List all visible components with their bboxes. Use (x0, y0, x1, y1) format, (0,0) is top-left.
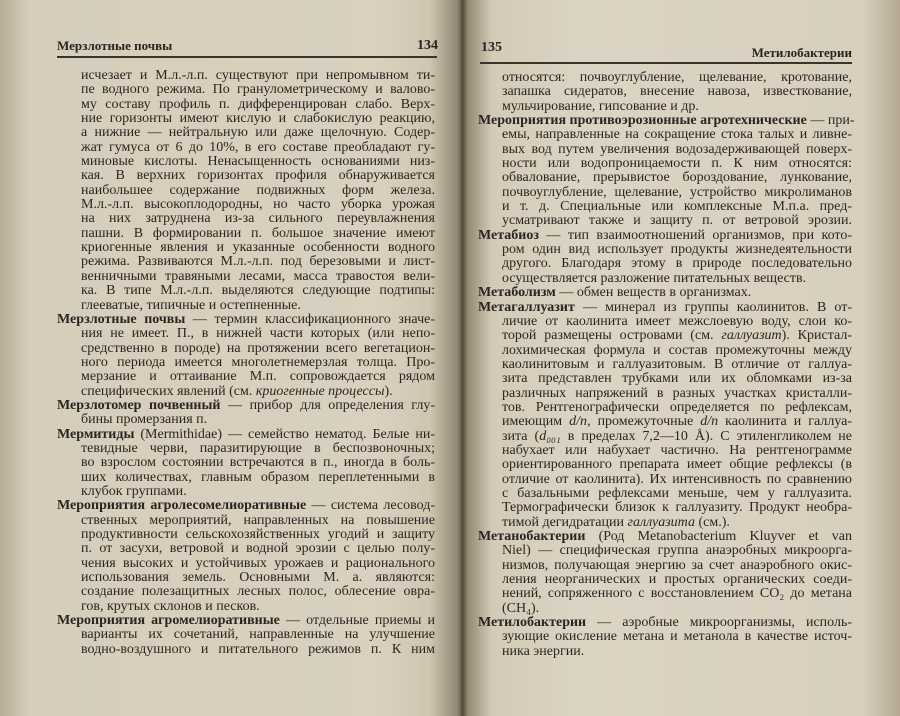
text-span: режима. Развиваются М.л.-л.п. под березовыми и лист- (81, 254, 435, 270)
text-line (502, 544, 852, 558)
entry-term: Метилобактерии (478, 615, 587, 631)
text-line (502, 573, 852, 587)
text-span: лохимическая формула и состав промежуточны между (502, 342, 852, 358)
text-line (81, 600, 435, 614)
text-line (502, 559, 852, 573)
entry-term: Метаболизм (478, 285, 556, 301)
text-line (502, 458, 852, 472)
text-line (502, 401, 852, 415)
text-span: ника энергии. (502, 643, 585, 659)
text-span: — система лесовод- (306, 498, 436, 514)
text-line (81, 370, 435, 384)
text-span: тимой дегидратации (502, 514, 628, 530)
entry-first-line (478, 530, 852, 544)
text-span: тов. Рентгенографически определяется по рефлексам, (502, 399, 852, 415)
text-line (81, 456, 435, 470)
text-span: жат гумуса от 6 до 10%, в его составе преобладают гу- (81, 139, 435, 155)
text-span: мульчирование, гипсование и др. (502, 98, 699, 114)
text-line (81, 514, 435, 528)
text-line (502, 602, 852, 616)
text-line (502, 630, 852, 644)
page-number: 134 (417, 38, 438, 53)
text-line (81, 442, 435, 456)
text-line (502, 430, 852, 444)
text-line (81, 184, 435, 198)
entry-term: Мероприятия противоэрозионные агротехнические (478, 113, 807, 129)
text-span: осуществляется разложение питательных веществ. (502, 270, 807, 286)
text-span: (Mermithidae) — семейство нематод. Белые ни- (134, 426, 435, 442)
text-span: миновые кислоты. Ненасыщенность основаниями низ- (81, 154, 435, 170)
text-span: зита ( (502, 428, 540, 444)
text-line (502, 315, 852, 329)
entry-first-line (57, 614, 435, 628)
text-span: пе водного режима. По гранулометрическому и валово- (81, 82, 435, 98)
running-head: Метилобактерии (751, 45, 852, 60)
text-line (502, 587, 852, 601)
text-line (502, 415, 852, 429)
text-line (502, 71, 852, 85)
text-span: нений, сопряженного с восстановлением CO₂ до метана (502, 586, 852, 602)
entry-term: Мероприятия агролесомелиоративные (57, 498, 307, 514)
entry-first-line (57, 313, 435, 327)
entry-term: Метагаллуазит (478, 299, 575, 315)
text-span: — тип взаимоотношений организмов, при кото- (538, 227, 852, 243)
entry-term: Мерзлотные почвы (57, 311, 186, 327)
text-span: запашка сидератов, внесение навоза, известкование, (502, 84, 852, 100)
entry-first-line (57, 428, 435, 442)
italic-reference: криогенные процессы (255, 383, 385, 399)
text-line (502, 171, 852, 185)
text-span: глееватые, типичные и остепненные. (81, 297, 301, 313)
text-span: каолинита и галлуа- (718, 414, 853, 430)
text-span: средственно в породе) на протяжении всего вегетацион- (81, 340, 435, 356)
text-line (81, 643, 435, 657)
page-number: 135 (481, 40, 502, 55)
text-line (502, 100, 852, 114)
text-span: (Род Metanobacterium Kluyver et van (585, 529, 852, 544)
text-line (81, 557, 435, 571)
text-span: — прибор для определения глу- (220, 397, 435, 413)
text-line (81, 83, 435, 97)
text-line (502, 200, 852, 214)
text-span: ного периода имеется многолетнемерзлая толща. Про- (81, 354, 435, 370)
italic-reference: d/n (569, 414, 588, 430)
text-span: мерзание и оттаивание М.п. сопровождается рядом (81, 369, 435, 385)
running-head: Мерзлотные почвы (57, 38, 173, 53)
header-rule (480, 62, 852, 64)
text-line (81, 98, 435, 112)
text-line (81, 413, 435, 427)
text-span: наибольшее содержание подвижных форм железа. (81, 182, 435, 198)
right-page (462, 0, 900, 716)
text-line (81, 385, 435, 399)
text-line (81, 485, 435, 499)
text-line (81, 471, 435, 485)
text-span: продуктивности сельскохозяйственных угодий и защиту (81, 527, 435, 542)
text-span: , промежуточные (587, 414, 701, 430)
text-span: гов, крутых склонов и песков. (81, 598, 260, 614)
text-span: а нижние — нейтральную или даже щелочную. Содер- (81, 125, 435, 141)
text-line (502, 487, 852, 501)
text-line (502, 186, 852, 200)
text-line (81, 227, 435, 241)
text-span: (CH₄). (502, 600, 540, 616)
text-line (502, 358, 852, 372)
text-line (81, 126, 435, 140)
text-line (81, 255, 435, 269)
text-span: зующие окисление метана и метанола в качестве источ- (502, 629, 852, 645)
text-line (81, 284, 435, 298)
entry-term: Мероприятия агромелиоративные (57, 613, 280, 629)
text-span: — минерал из группы каолинитов. В от- (574, 299, 852, 315)
text-span: ). (384, 383, 393, 399)
text-span: торой размещены островами (см. (502, 328, 722, 344)
text-line (502, 257, 852, 271)
text-line (81, 342, 435, 356)
text-span: ром один вид использует продукты жизнедеятельности (502, 242, 852, 258)
text-span: тевидные черви, паразитирующие в беспозвоночных; (81, 440, 435, 456)
text-line (502, 387, 852, 401)
italic-reference: галлуазита (627, 514, 695, 530)
italic-reference: d/n (700, 414, 719, 430)
text-span: создание полезащитных лесных полос, облесение овра- (81, 584, 435, 600)
text-span: емы, направленные на сокращение стока талых и ливне- (502, 127, 852, 143)
text-span: личие от каолинита имеет межслоевую воду, слои ко- (502, 313, 852, 329)
text-span: другого. Благодаря этому в природе последовательно (502, 256, 852, 272)
text-span: набухает или набухает частично. На рентгенограмме (502, 442, 852, 458)
entry-term: Метанобактерии (478, 529, 586, 544)
text-span: му составу профиль п. дифференцирован слабо. Верх- (81, 96, 435, 112)
header-rule (57, 56, 437, 58)
entry-term: Мермитиды (57, 426, 135, 442)
text-span: ориентированного препарата имеет общие рефлексы (в (502, 457, 852, 473)
text-span: венничными травяными лесами, масса травостоя вели- (81, 268, 435, 284)
text-span: М.л.-л.п. высокоплодородны, но часто уборка урожая (81, 197, 435, 213)
text-span: низмов, получающая энергию за счет анаэробного окис- (502, 557, 852, 573)
text-span: п. от засухи, ветровой и водной эрозии с целью полу- (81, 541, 435, 557)
text-span: специфических явлений (см. (81, 383, 256, 399)
text-line (502, 85, 852, 99)
text-span: почвоуглубление, щелевание, устройство микролиманов (502, 184, 852, 200)
text-span: пашни. В формировании п. большое значение имеют (81, 225, 435, 241)
italic-reference: d₀₀₁ (539, 428, 561, 444)
text-line (502, 329, 852, 343)
text-span: ления неорганических и простых органических соеди- (502, 572, 852, 588)
text-line (502, 243, 852, 257)
text-span: клубок группами. (81, 483, 187, 499)
text-span: — обмен веществ в организмах. (555, 285, 752, 301)
text-line (502, 516, 852, 530)
text-span: отличие от каолинита). Их интенсивность по сравнению (502, 471, 852, 487)
text-line (502, 501, 852, 515)
entry-term: Метабиоз (478, 227, 539, 243)
text-span: в пределах 7,2—10 Å). С этиленгликолем не (560, 428, 853, 444)
text-line (81, 112, 435, 126)
text-line (502, 645, 852, 659)
entry-first-line (478, 229, 852, 243)
text-span: Термографически близок к галлуазиту. Продукт необра- (502, 500, 852, 516)
text-span: вых вод путем увеличения водозадерживающей поверх- (502, 141, 852, 157)
text-line (81, 141, 435, 155)
text-span: бины промерзания п. (81, 412, 208, 428)
text-line (81, 241, 435, 255)
text-span: и т. д. Специальные или комплексные М.п.а. пред- (502, 199, 852, 215)
entry-first-line (57, 499, 435, 513)
page-text (57, 69, 435, 657)
text-line (81, 270, 435, 284)
text-line (81, 155, 435, 169)
text-line (81, 169, 435, 183)
text-line (81, 198, 435, 212)
text-span: ственных мероприятий, направленных на повышение (81, 512, 435, 528)
text-line (81, 212, 435, 226)
text-line (502, 444, 852, 458)
entry-first-line (478, 301, 852, 315)
text-span: с базальными рефлексами меньше, чем у галлуазита. (502, 485, 852, 501)
text-span: различных напряжений в разных участках кристалли- (502, 385, 852, 401)
text-span: водно-воздушного и питательного режимов п. К ним (81, 641, 435, 657)
text-line (81, 628, 435, 642)
text-span: зита представлен трубками или их обломками из-за (502, 371, 852, 387)
text-span: ния не имеет. П., в нижней части которых (или непо- (81, 326, 435, 342)
text-line (502, 272, 852, 286)
text-span: ших количествах, главным образом переплетенными в (81, 469, 435, 485)
text-span: использования земель. Основными М. а. являются: (81, 570, 435, 586)
text-line (81, 585, 435, 599)
text-span: (см.). (694, 514, 730, 530)
text-span: кая. В верхних горизонтах профиля обнаруживается (81, 168, 435, 184)
text-span: каолинитовым и галлуазитовым. В отличие от галлуа- (502, 356, 852, 372)
text-span: — аэробные микроорганизмы, исполь- (586, 615, 852, 631)
text-span: — отдельные приемы и (279, 613, 435, 629)
text-line (502, 128, 852, 142)
text-span: ). Кристал- (781, 328, 852, 344)
entry-first-line (478, 616, 852, 630)
text-span: ка. В типе М.л.-л.п. выделяются следующие подтипы: (81, 283, 435, 299)
page-text (478, 70, 855, 659)
text-span: ние горизонты имеют кислую и слабокислую реакцию, (81, 111, 435, 127)
text-span: относятся: почвоуглубление, щелевание, кротование, (502, 70, 852, 85)
text-span: на них затруднена из-за сильного переувлажнения (81, 211, 435, 227)
text-line (81, 327, 435, 341)
italic-reference: галлуазит (721, 328, 782, 344)
text-span: имеющим (502, 414, 570, 430)
text-line (81, 356, 435, 370)
text-line (502, 157, 852, 171)
text-span: Niel) — специфическая группа анаэробных микроорга- (502, 543, 852, 559)
entry-term: Мерзлотомер почвенный (57, 397, 221, 413)
text-span: — термин классификационного значе- (185, 311, 435, 327)
text-span: криогенные явления и указанные особенности водного (81, 240, 435, 256)
text-span: — при- (806, 113, 855, 129)
text-line (81, 69, 435, 83)
text-line (502, 372, 852, 386)
entry-first-line (478, 113, 855, 129)
text-span: усматривают также и защиту п. от ветровой эрозии. (502, 213, 852, 229)
text-line (81, 542, 435, 556)
entry-first-line (57, 399, 435, 413)
text-span: во взрослом состоянии встречаются в п., иногда в боль- (81, 455, 435, 471)
entry-first-line (478, 286, 852, 300)
text-line (81, 299, 435, 313)
text-line (502, 344, 852, 358)
text-span: исчезает и М.л.-л.п. существуют при непромывном ти- (81, 68, 435, 83)
text-span: обвалование, прерывистое бороздование, лункование, (502, 170, 852, 186)
text-line (502, 473, 852, 487)
text-line (502, 214, 852, 228)
text-line (502, 143, 852, 157)
text-span: ности или водопроницаемости п. К ним относятся: (502, 156, 852, 172)
text-span: чения высоких и устойчивых урожаев и рационального (81, 555, 435, 571)
text-line (81, 571, 435, 585)
text-line (81, 528, 435, 542)
text-span: варианты их сочетаний, направленные на улучшение (81, 627, 435, 643)
